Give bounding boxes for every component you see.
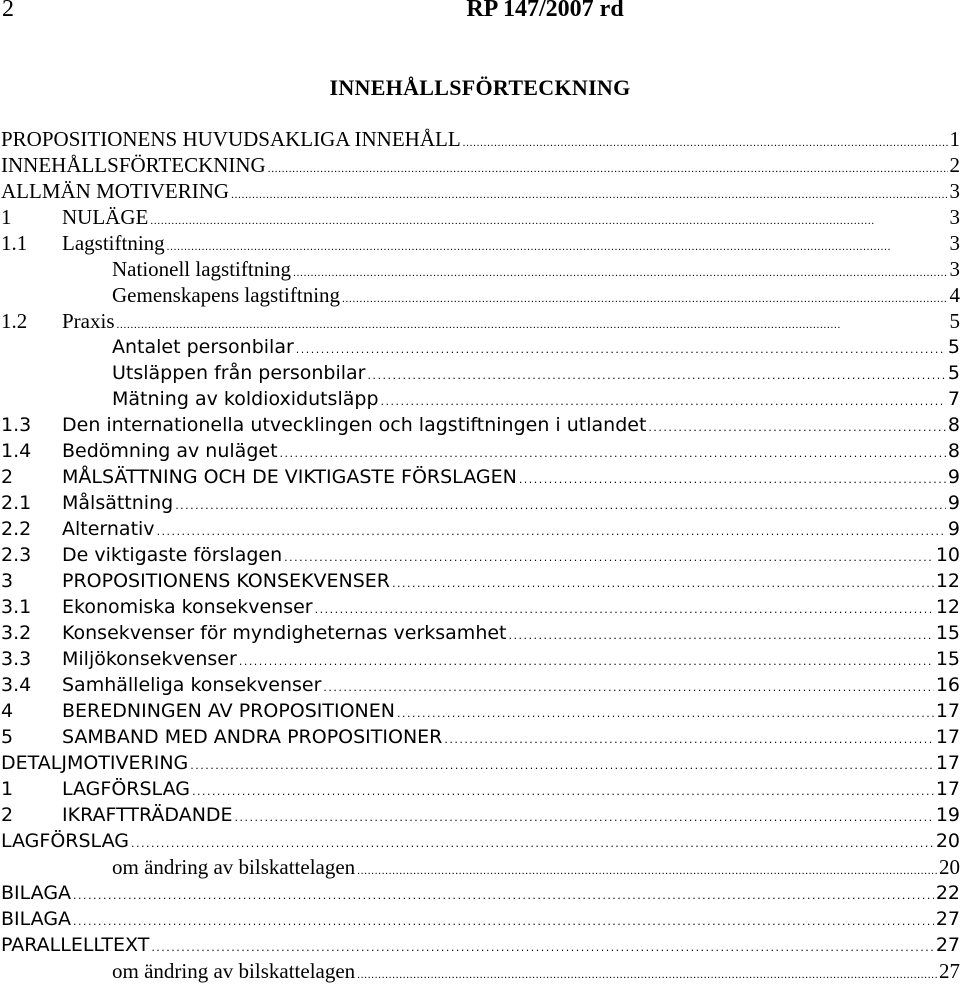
toc-entry-page: 20 xyxy=(939,855,960,879)
toc-entry-title: om ändring av bilskattelagen xyxy=(112,855,356,879)
toc-entry-page: 20 xyxy=(935,830,960,852)
dot-leader xyxy=(175,490,946,519)
toc-entry-title: IKRAFTTRÄDANDE xyxy=(62,804,233,826)
toc-entry-title: DETALJMOTIVERING xyxy=(1,752,189,774)
toc-entry-title: Miljökonsekvenser xyxy=(62,648,237,670)
toc-entry[interactable] xyxy=(0,204,960,230)
toc-entry-title: Bedömning av nuläget xyxy=(62,440,278,462)
dot-leader xyxy=(323,672,933,701)
toc-entry-title: INNEHÅLLSFÖRTECKNING xyxy=(1,153,266,177)
toc-entry-page: 9 xyxy=(947,518,960,540)
dot-leader xyxy=(315,594,934,623)
dot-leader xyxy=(73,906,934,935)
toc-entry-page: 8 xyxy=(947,414,960,436)
toc-entry-page: 16 xyxy=(935,674,960,696)
toc-entry[interactable] xyxy=(0,152,960,178)
toc-entry-page: 12 xyxy=(935,596,960,618)
toc-entry-page: 17 xyxy=(935,778,960,800)
toc-entry[interactable] xyxy=(0,776,960,802)
dot-leader xyxy=(648,412,946,441)
toc-entry-page: 22 xyxy=(935,882,960,904)
toc-entry[interactable] xyxy=(0,646,960,672)
toc-entry[interactable] xyxy=(0,906,960,932)
toc-entry[interactable] xyxy=(0,672,960,698)
toc-entry-page: 3 xyxy=(949,205,960,229)
toc-entry[interactable] xyxy=(0,412,960,438)
toc-entry-number: 1.2 xyxy=(1,309,28,333)
page-number: 2 xyxy=(2,0,14,22)
toc-entry[interactable] xyxy=(0,958,960,984)
toc-entry[interactable] xyxy=(0,360,960,386)
dot-leader xyxy=(280,438,946,467)
dot-leader xyxy=(357,958,937,988)
toc-entry-title: PARALLELLTEXT xyxy=(1,934,150,956)
toc-entry-title: om ändring av bilskattelagen xyxy=(112,959,356,983)
toc-title: INNEHÅLLSFÖRTECKNING xyxy=(329,75,631,100)
toc-entry-title: Praxis xyxy=(62,309,115,333)
toc-entry-title: Mätning av koldioxidutsläpp xyxy=(112,388,379,410)
toc-entry[interactable] xyxy=(0,308,960,334)
dot-leader xyxy=(192,776,934,805)
dot-leader xyxy=(131,828,934,857)
toc-entry[interactable] xyxy=(0,828,960,854)
toc-entry[interactable] xyxy=(0,854,960,880)
toc-entry[interactable] xyxy=(0,516,960,542)
toc-entry-page: 27 xyxy=(939,959,960,983)
toc-entry-title: De viktigaste förslagen xyxy=(62,544,283,566)
dot-leader xyxy=(235,802,934,831)
toc-entry[interactable] xyxy=(0,490,960,516)
toc-entry-title: PROPOSITIONENS KONSEKVENSER xyxy=(62,570,390,592)
toc-entry-number: 3.3 xyxy=(1,648,32,670)
toc-entry-page: 9 xyxy=(947,492,960,514)
dot-leader xyxy=(296,334,946,363)
toc-entry-page: 5 xyxy=(947,362,960,384)
toc-entry-page: 17 xyxy=(935,700,960,722)
toc-entry-number: 2.3 xyxy=(1,544,32,566)
toc-entry-page: 12 xyxy=(935,570,960,592)
toc-entry-title: LAGFÖRSLAG xyxy=(62,778,190,800)
toc-entry-title: Ekonomiska konsekvenser xyxy=(62,596,313,618)
toc-entry-title: Konsekvenser för myndigheternas verksamhet xyxy=(62,622,507,644)
toc-entry-title: PROPOSITIONENS HUVUDSAKLIGA INNEHÅLL xyxy=(1,127,461,151)
toc-entry-number: 2 xyxy=(1,466,14,488)
toc-entry-number: 3.1 xyxy=(1,596,32,618)
toc-entry-page: 17 xyxy=(935,726,960,748)
dot-leader xyxy=(151,932,934,961)
toc-entry-title: Alternativ xyxy=(62,518,155,540)
toc-entry[interactable] xyxy=(0,334,960,360)
toc-entry-page: 15 xyxy=(935,648,960,670)
toc-entry-number: 5 xyxy=(1,726,14,748)
toc-entry-number: 1 xyxy=(1,778,14,800)
toc-entry-page: 27 xyxy=(935,934,960,956)
toc-entry[interactable] xyxy=(0,568,960,594)
toc-entry[interactable] xyxy=(0,802,960,828)
toc-entry-number: 2.1 xyxy=(1,492,32,514)
toc-entry[interactable] xyxy=(0,594,960,620)
dot-leader xyxy=(392,568,934,597)
toc-entry-page: 4 xyxy=(949,283,960,307)
toc-entry-page: 17 xyxy=(935,752,960,774)
dot-leader xyxy=(190,750,934,779)
toc-entry-page: 5 xyxy=(947,336,960,358)
toc-entry[interactable] xyxy=(0,724,960,750)
toc-entry-number: 3.4 xyxy=(1,674,32,696)
document-reference: RP 147/2007 rd xyxy=(466,0,624,22)
dot-leader xyxy=(397,698,934,727)
toc-entry-title: Nationell lagstiftning xyxy=(112,257,292,281)
toc-entry-title: Utsläppen från personbilar xyxy=(112,362,366,384)
toc-entry[interactable] xyxy=(0,464,960,490)
toc-entry-page: 27 xyxy=(935,908,960,930)
toc-entry-title: BEREDNINGEN AV PROPOSITIONEN xyxy=(62,700,395,722)
toc-entry-page: 15 xyxy=(935,622,960,644)
toc-entry-page: 2 xyxy=(949,153,960,177)
dot-leader xyxy=(239,646,934,675)
toc-entry[interactable] xyxy=(0,438,960,464)
toc-entry-title: ALLMÄN MOTIVERING xyxy=(1,179,230,203)
toc-entry-title: BILAGA xyxy=(1,882,72,904)
toc-entry-page: 9 xyxy=(947,466,960,488)
toc-entry-title: Antalet personbilar xyxy=(112,336,294,358)
toc-entry[interactable] xyxy=(0,256,960,282)
toc-entry-title: MÅLSÄTTNING OCH DE VIKTIGASTE FÖRSLAGEN xyxy=(62,466,517,488)
toc-entry[interactable] xyxy=(0,698,960,724)
toc-entry-number: 3 xyxy=(1,570,14,592)
toc-entry-page: 3 xyxy=(949,257,960,281)
toc-entry-title: Målsättning xyxy=(62,492,174,514)
dot-leader xyxy=(519,464,946,493)
toc-entry[interactable] xyxy=(0,126,960,152)
toc-entry-page: 3 xyxy=(949,179,960,203)
toc-entry-title: SAMBAND MED ANDRA PROPOSITIONER xyxy=(62,726,443,748)
toc-entry-page: 19 xyxy=(935,804,960,826)
toc-entry-number: 2 xyxy=(1,804,14,826)
toc-entry-number: 2.2 xyxy=(1,518,32,540)
toc-entry-title: Lagstiftning xyxy=(62,231,165,255)
table-of-contents xyxy=(0,126,960,984)
dot-leader xyxy=(381,386,946,415)
dot-leader xyxy=(73,880,934,909)
toc-entry-page: 5 xyxy=(949,309,960,333)
dot-leader xyxy=(368,360,946,389)
dot-leader xyxy=(444,724,933,753)
toc-entry-number: 1.1 xyxy=(1,231,28,255)
toc-entry[interactable] xyxy=(0,880,960,906)
toc-entry[interactable] xyxy=(0,230,960,256)
toc-entry-page: 1 xyxy=(949,127,960,151)
toc-entry[interactable] xyxy=(0,386,960,412)
toc-entry[interactable] xyxy=(0,932,960,958)
toc-entry-number: 1.3 xyxy=(1,414,32,436)
dot-leader xyxy=(509,620,934,649)
toc-entry-page: 7 xyxy=(947,388,960,410)
toc-entry[interactable] xyxy=(0,542,960,568)
toc-entry-title: LAGFÖRSLAG xyxy=(1,830,129,852)
dot-leader xyxy=(284,542,934,571)
toc-entry-page: 8 xyxy=(947,440,960,462)
toc-entry-title: Den internationella utvecklingen och lagstiftningen i utlandet xyxy=(62,414,647,436)
toc-entry-page: 3 xyxy=(949,231,960,255)
toc-entry[interactable] xyxy=(0,282,960,308)
toc-entry-number: 1 xyxy=(1,205,12,229)
dot-leader xyxy=(157,516,946,545)
toc-entry[interactable] xyxy=(0,178,960,204)
toc-entry-number: 4 xyxy=(1,700,14,722)
toc-entry-title: Samhälleliga konsekvenser xyxy=(62,674,322,696)
toc-entry-title: NULÄGE xyxy=(62,205,149,229)
toc-entry-number: 3.2 xyxy=(1,622,32,644)
toc-entry-title: BILAGA xyxy=(1,908,72,930)
toc-entry-page: 10 xyxy=(935,544,960,566)
toc-entry-number: 1.4 xyxy=(1,440,32,462)
toc-entry[interactable] xyxy=(0,620,960,646)
toc-entry[interactable] xyxy=(0,750,960,776)
toc-entry-title: Gemenskapens lagstiftning xyxy=(112,283,341,307)
